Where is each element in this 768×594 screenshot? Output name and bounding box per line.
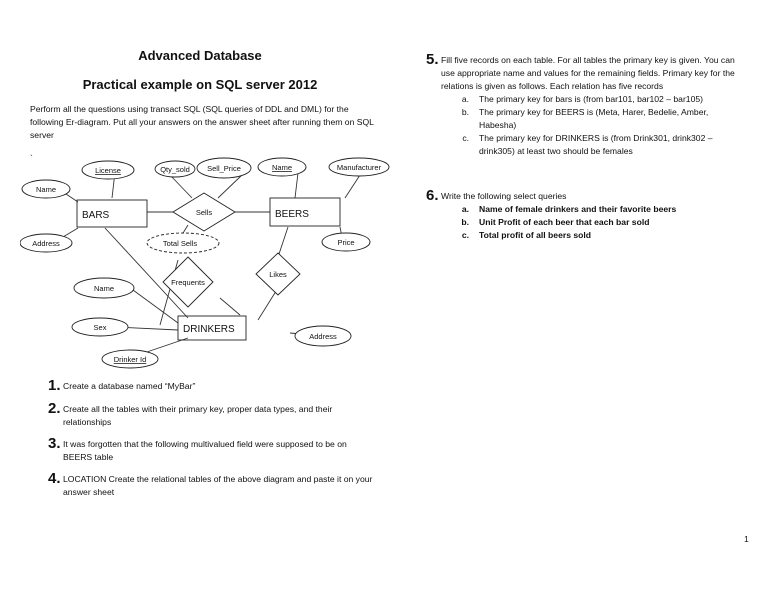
relationship-likes [256,253,300,295]
entity-beers [270,198,340,226]
list-item: a. The primary key for bars is (from bar101, bar102 – bar105) [461,94,704,104]
svg-text:Address: Address [309,332,337,341]
question-number: 1. [48,377,61,394]
attribute-drinker-address [295,326,351,346]
svg-text:Qty_sold: Qty_sold [160,165,190,174]
svg-text:Name: Name [93,284,115,293]
page-number: 1 [744,534,749,544]
svg-text:Sells: Sells [195,208,213,217]
question-number: 2. [48,400,61,417]
document-title: Advanced Database [138,48,262,63]
question-3 [48,436,378,464]
question-5 [426,52,744,158]
list-item: b. Unit Profit of each beer that each bar sold [461,217,650,227]
list-item: a. Name of female drinkers and their favorite beers [461,204,677,214]
attribute-bar-name [22,180,70,198]
svg-text:Total Sells: Total Sells [162,239,198,248]
question-text: LOCATION Create the relational tables of the above diagram and paste it on your answer sheet [63,474,373,497]
svg-text:BEERS: BEERS [275,209,309,220]
svg-text:Sex: Sex [93,323,107,332]
attribute-drinker-name [74,278,134,298]
attribute-total-sells [147,233,219,253]
attribute-manufacturer [329,158,389,176]
question-text: Create a database named “MyBar” [63,381,196,391]
svg-text:Likes: Likes [269,270,287,279]
attribute-sell-price [197,158,251,178]
intro-paragraph: Perform all the questions using transact SQL (SQL queries of DDL and DML) for the following Er-diagram. Put all your answers on the answer sheet after running them on SQL server [30,104,374,140]
svg-text:License: License [95,166,121,175]
question-6 [426,188,744,242]
attribute-bar-address [20,234,72,252]
attribute-drinker-id [102,350,158,368]
svg-text:Frequents: Frequents [171,278,205,287]
attribute-sex [72,318,128,336]
list-item: c. Total profit of all beers sold [461,230,592,240]
list-item: c. The primary key for DRINKERS is (from Drink301, drink302 – drink305) at least two should be females [462,133,713,156]
svg-text:Manufacturer: Manufacturer [336,163,382,172]
entity-bars [77,200,147,227]
question-number: 6. [426,187,439,204]
list-item: b. The primary key for BEERS is (Meta, Harer, Bedelie, Amber, Habesha) [461,107,709,130]
question-number: 3. [48,435,61,452]
attribute-license [82,161,134,179]
relationship-sells [173,193,235,231]
question-text: It was forgotten that the following multivalued field were supposed to be on BEERS table [63,439,347,462]
question-text: Write the following select queries [441,191,567,201]
question-4 [48,471,378,499]
svg-text:Address: Address [32,239,60,248]
question-number: 4. [48,470,61,487]
svg-text:Price: Price [337,238,355,247]
attribute-price [322,233,370,251]
svg-text:Drinker Id: Drinker Id [113,355,147,364]
svg-text:Name: Name [35,185,57,194]
er-diagram [20,150,390,370]
question-number: 5. [426,51,439,68]
svg-text:Name: Name [271,163,293,172]
document-subtitle: Practical example on SQL server 2012 [82,77,318,92]
question-2 [48,401,378,429]
stray-mark: ` [30,153,33,163]
questions-left [48,378,378,499]
question-text: Create all the tables with their primary key, proper data types, and their relationships [63,404,333,427]
question-1 [48,378,378,393]
entity-drinkers [178,316,246,340]
svg-text:BARS: BARS [82,210,110,221]
svg-text:Sell_Price: Sell_Price [207,164,241,173]
attribute-beer-name [258,158,306,176]
svg-text:DRINKERS: DRINKERS [183,324,235,335]
question-text: Fill five records on each table. For all tables the primary key is given. You can use appropriate name and values for the remaining fields. Primary key for the relations is given as follows. Each relation has five records [441,55,735,91]
attribute-qty-sold [155,161,195,177]
